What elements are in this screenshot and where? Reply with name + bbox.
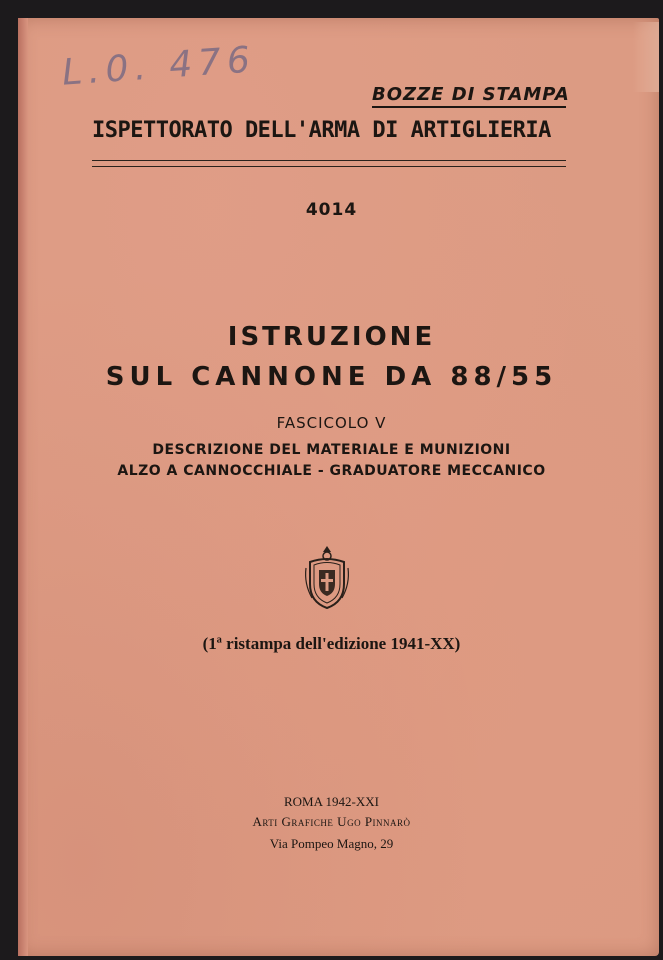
imprint-city-year: ROMA 1942-XXI [284, 794, 379, 809]
proof-label-underline [372, 106, 566, 108]
proof-label: BOZZE DI STAMPA [372, 84, 570, 105]
subject-line-2: ALZO A CANNOCCHIALE - GRADUATORE MECCANICO [117, 463, 546, 479]
handwritten-note: L.0. 476 [60, 39, 258, 94]
inspectorate-heading: ISPETTORATO DELL'ARMA DI ARTIGLIERIA [92, 118, 551, 143]
document-number: 4014 [305, 200, 358, 220]
heading-double-rule [92, 160, 566, 167]
imprint-printer: Arti Grafiche Ugo Pinnarò [252, 814, 411, 829]
fascicle-label: FASCICOLO V [276, 414, 387, 432]
subject-line-1: DESCRIZIONE DEL MATERIALE E MUNIZIONI [152, 442, 511, 458]
imprint-address: Via Pompeo Magno, 29 [269, 836, 394, 851]
title-line-2: SUL CANNONE DA 88/55 [105, 362, 558, 392]
title-line-1: ISTRUZIONE [227, 322, 436, 352]
corner-wear [633, 22, 659, 92]
savoy-crest-icon [302, 544, 352, 610]
reprint-note: (1ª ristampa dell'edizione 1941-XX) [202, 634, 461, 653]
